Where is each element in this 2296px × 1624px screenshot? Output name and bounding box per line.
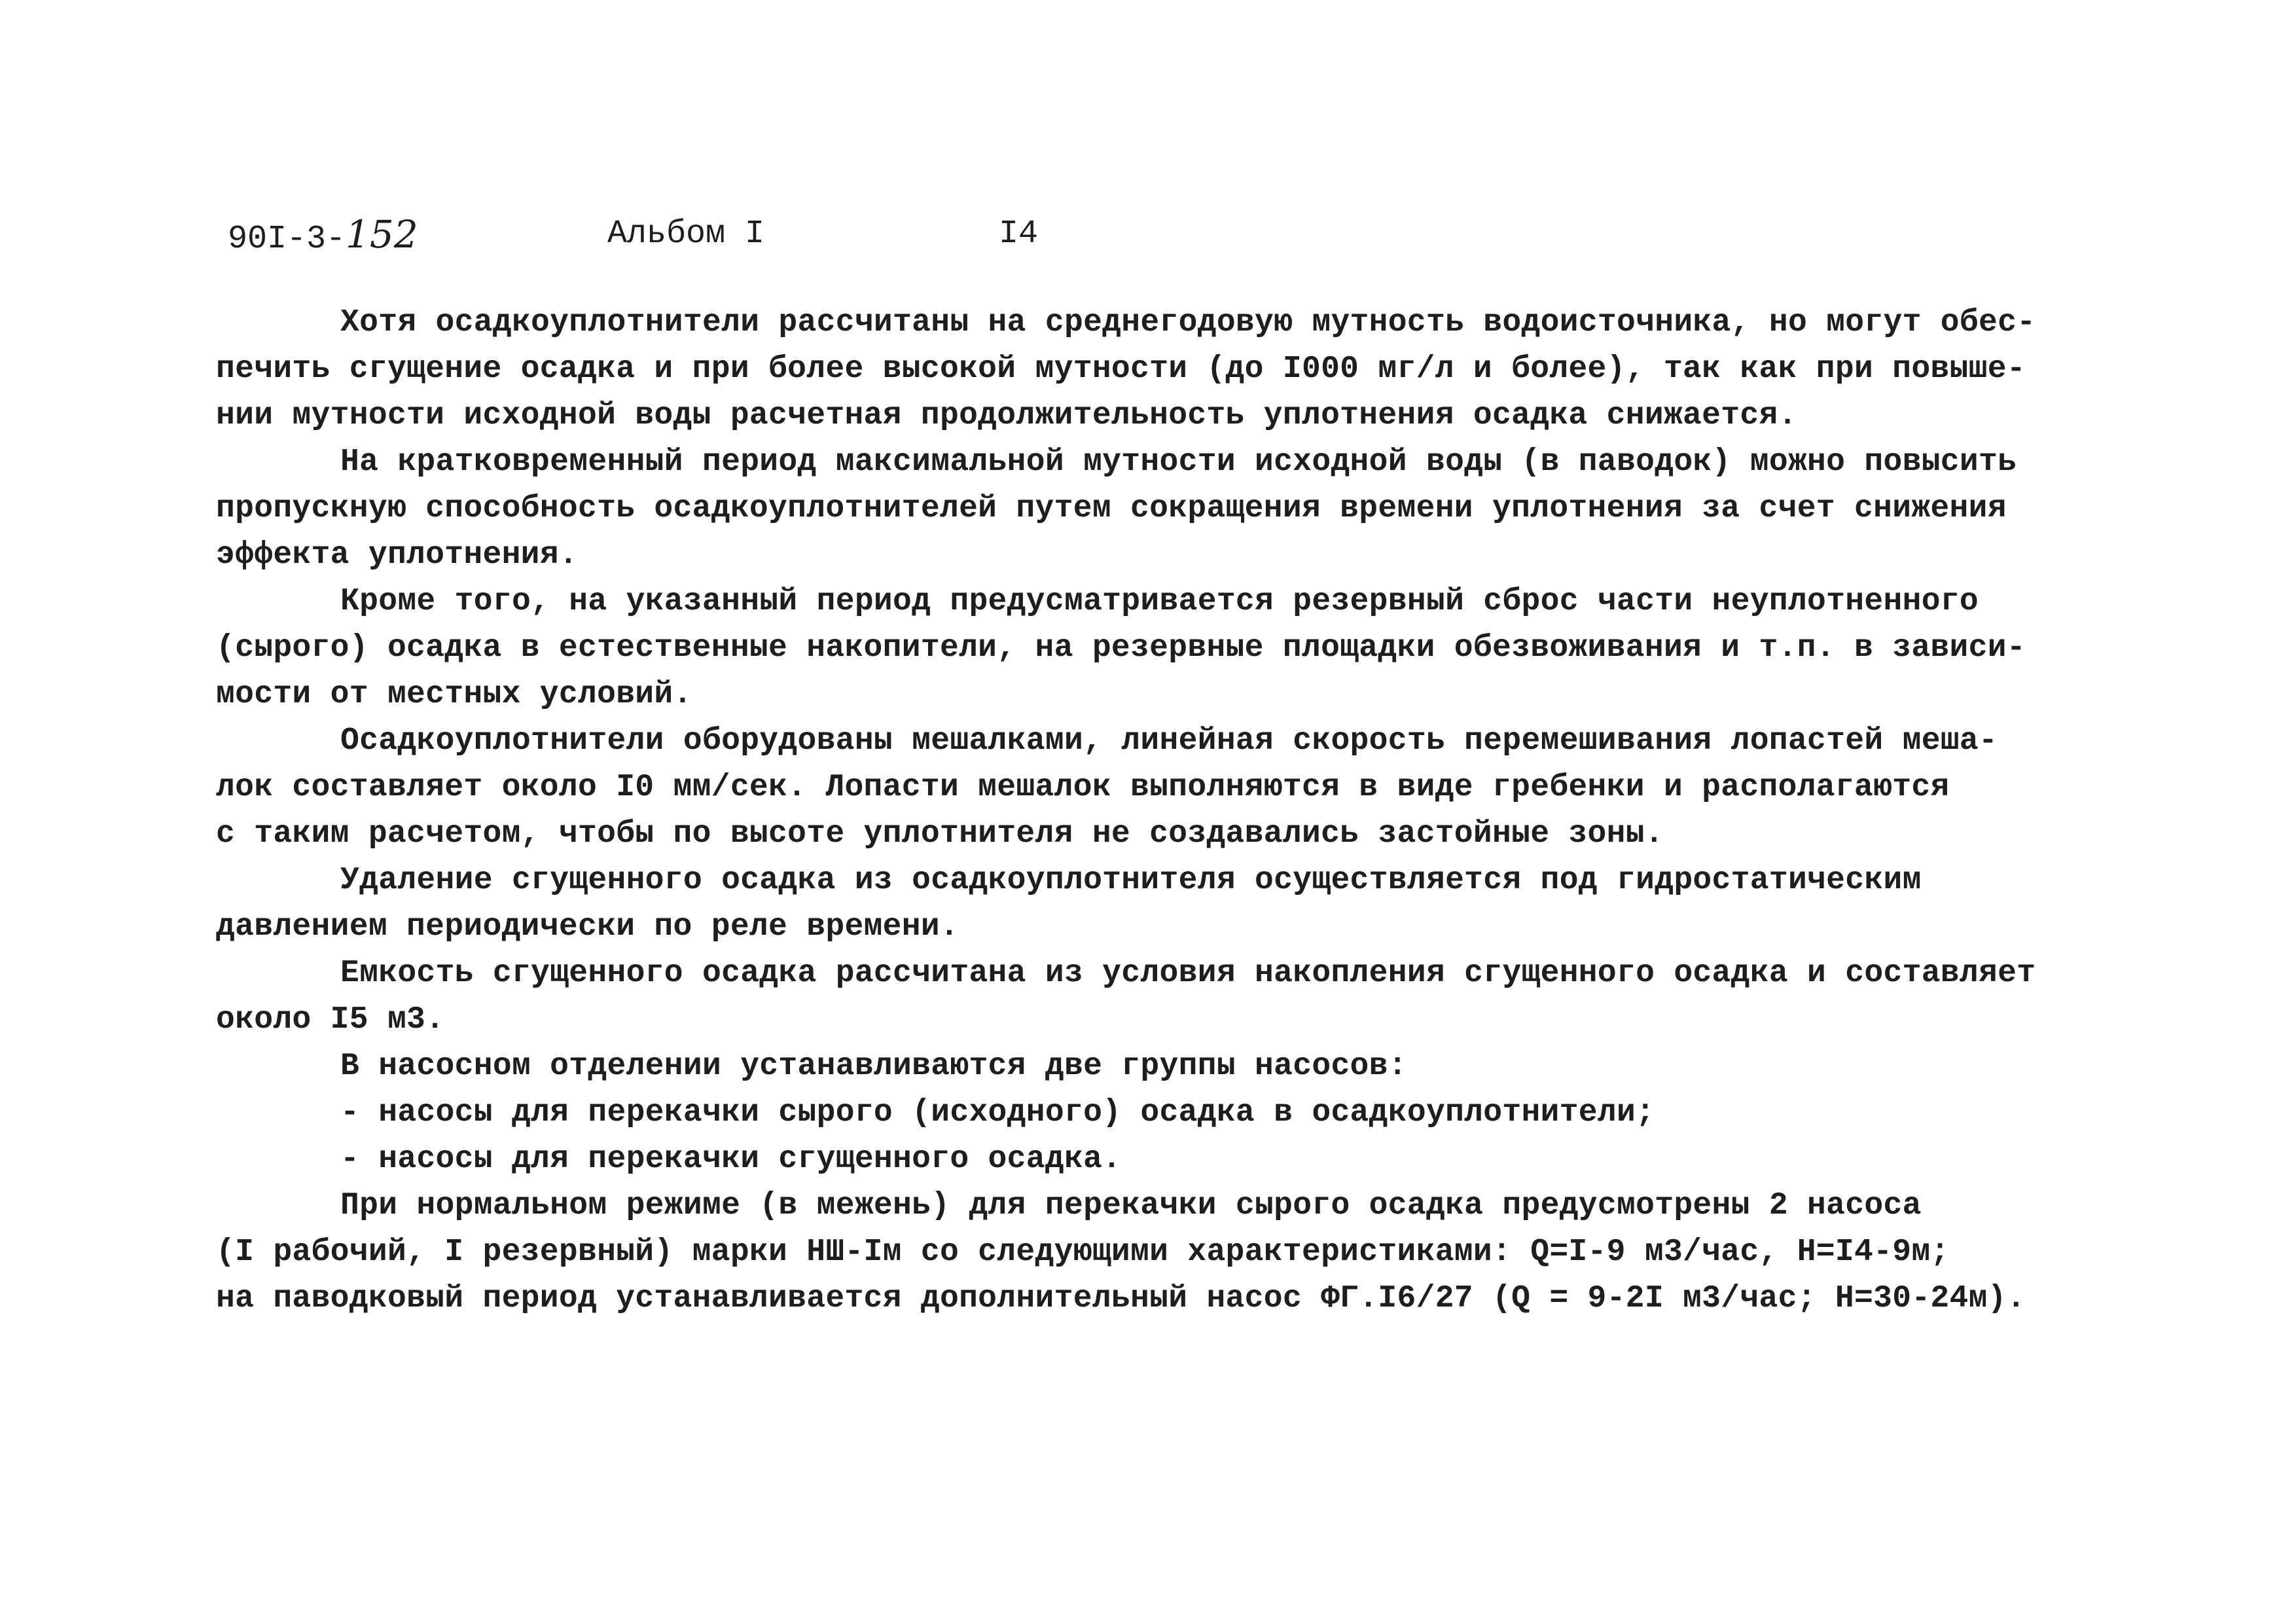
text-line: пропускную способность осадкоуплотнителей путем сокращения времени уплотнения за счет снижения — [216, 491, 2007, 526]
list-item: - насосы для перекачки сгущенного осадка. — [340, 1142, 1122, 1177]
text-line: На кратковременный период максимальной мутности исходной воды (в паводок) можно повысить — [340, 444, 2017, 480]
album-label: Альбом I — [607, 215, 765, 253]
text-line: Удаление сгущенного осадка из осадкоуплотнителя осуществляется под гидростатическим — [340, 863, 1922, 898]
text-line: (I рабочий, I резервный) марки НШ-Iм со следующими характеристиками: Q=I-9 м3/час, Н=I4-9м; — [216, 1235, 1950, 1270]
text-line: эффекта уплотнения. — [216, 537, 578, 573]
text-line: При нормальном режиме (в межень) для перекачки сырого осадка предусмотрены 2 насоса — [340, 1188, 1922, 1223]
text-line: Емкость сгущенного осадка рассчитана из условия накопления сгущенного осадка и составляет — [340, 956, 2036, 991]
text-line: мости от местных условий. — [216, 677, 692, 712]
text-line: с таким расчетом, чтобы по высоте уплотнителя не создавались застойные зоны. — [216, 816, 1664, 852]
text-line: около I5 м3. — [216, 1002, 445, 1038]
text-line: нии мутности исходной воды расчетная продолжительность уплотнения осадка снижается. — [216, 398, 1797, 433]
text-line: печить сгущение осадка и при более высокой мутности (до I000 мг/л и более), так как при повыше- — [216, 352, 2026, 387]
text-line: давлением периодически по реле времени. — [216, 909, 960, 945]
text-line: лок составляет около I0 мм/сек. Лопасти мешалок выполняются в виде гребенки и располагаются — [216, 770, 1950, 805]
document-code-number: 152 — [346, 212, 418, 257]
text-line: В насосном отделении устанавливаются две группы насосов: — [340, 1049, 1407, 1084]
text-line: Хотя осадкоуплотнители рассчитаны на среднегодовую мутность водоисточника, но могут обес- — [340, 305, 2036, 340]
body-text — [216, 300, 2036, 1322]
page-number: I4 — [999, 215, 1039, 253]
text-line: (сырого) осадка в естественные накопители, на резервные площадки обезвоживания и т.п. в зависи- — [216, 630, 2026, 666]
text-line: Кроме того, на указанный период предусматривается резервный сброс части неуплотненного — [340, 584, 1979, 619]
list-item: - насосы для перекачки сырого (исходного) осадка в осадкоуплотнители; — [340, 1095, 1655, 1130]
document-code-prefix: 90I-3- — [228, 221, 346, 258]
document-code — [228, 208, 418, 266]
text-line: Осадкоуплотнители оборудованы мешалками, линейная скорость перемешивания лопастей меша- — [340, 723, 1998, 759]
text-line: на паводковый период устанавливается дополнительный насос ФГ.I6/27 (Q = 9-2I м3/час; Н=30-24м). — [216, 1281, 2026, 1316]
